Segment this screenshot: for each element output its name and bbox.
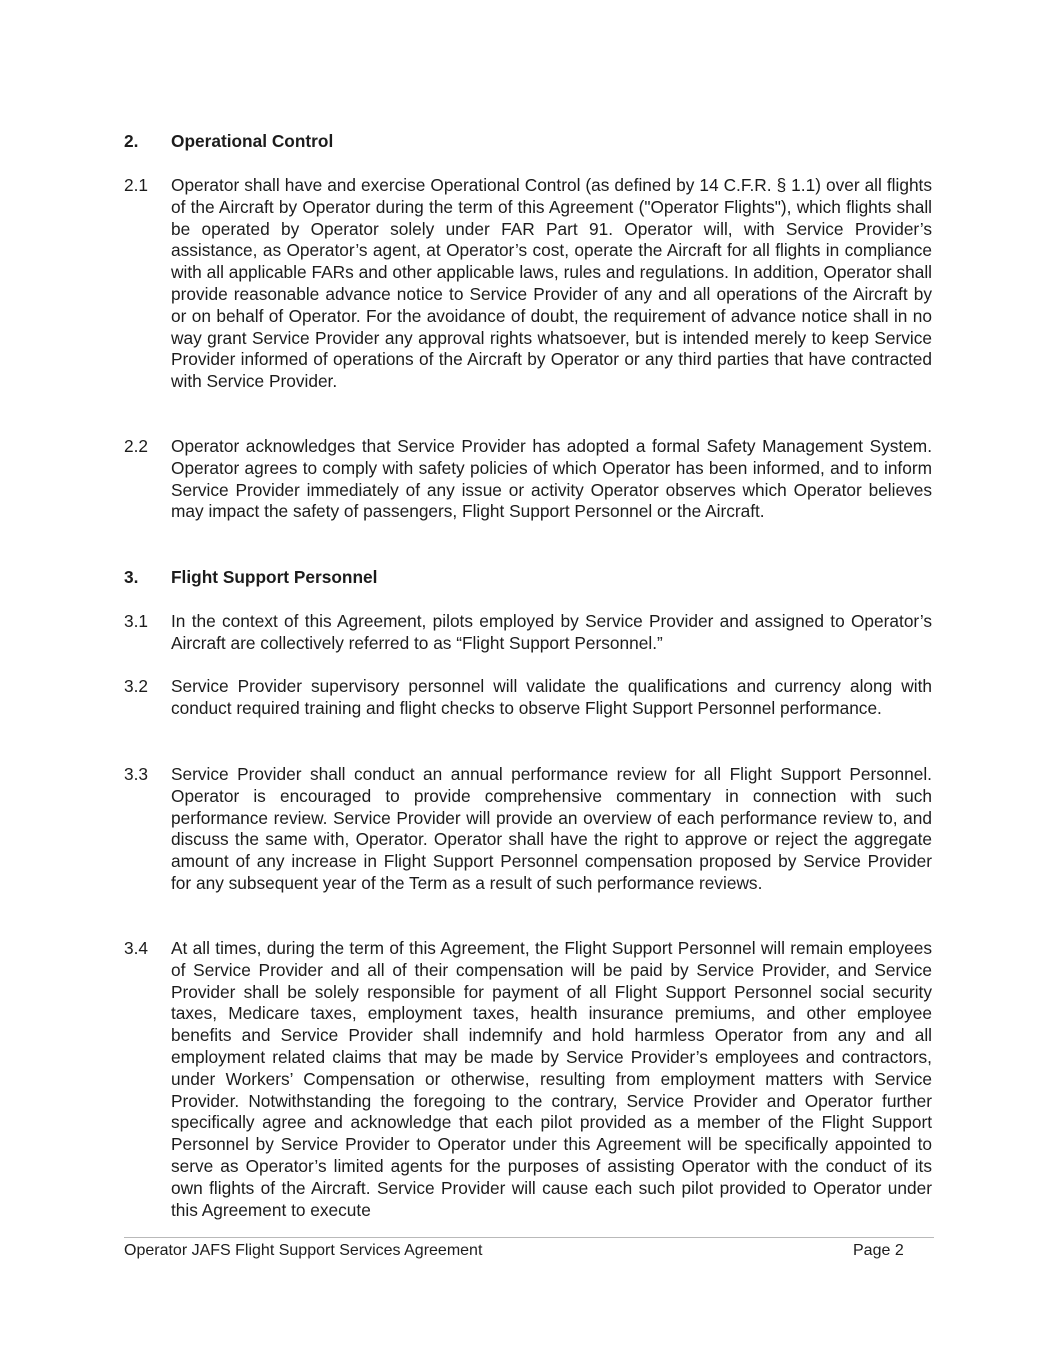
paragraph-text: Service Provider shall conduct an annual performance review for all Flight Support Personnel. Operator is encouraged to provide comprehensive commentary in connection with such performance review. Service Provider will provide an overview of each performance review to, and discuss the same with, Operator. Operator shall have the right to approve or reject the aggregate amount of any increase in Flight Support Personnel compensation proposed by Service Provider for any subsequent year of the Term as a result of such performance reviews. <box>171 764 932 893</box>
paragraph-number: 3.3 <box>124 764 149 784</box>
paragraph-text: At all times, during the term of this Agreement, the Flight Support Personnel will remain employees of Service Provider and all of their compensation will be paid by Service Provider, and Service Provider shall be solely responsible for payment of all Flight Support Personnel social security taxes, Medicare taxes, employment taxes, health insurance premiums, and other employee benefits and Service Provider shall indemnify and hold harmless Operator from any and all employment related claims that may be made by Service Provider’s employees and contractors, under Workers’ Compensation or otherwise, resulting from employment matters with Service Provider. Notwithstanding the foregoing to the contrary, Service Provider and Operator further specifically agree and acknowledge that each pilot provided as a member of the Flight Support Personnel by Service Provider to Operator under this Agreement will be specifically appointed to serve as Operator’s limited agents for the purposes of assisting Operator with the conduct of its own flights of the Aircraft. Service Provider will cause each such pilot provided to Operator under this Agreement to execute <box>171 938 932 1220</box>
section-title: Flight Support Personnel <box>171 567 378 587</box>
paragraph-number: 3.1 <box>124 611 149 631</box>
section-number: 3. <box>124 567 139 587</box>
paragraph-3-2 <box>124 676 932 720</box>
paragraph-number: 2.2 <box>124 436 149 456</box>
section-number: 2. <box>124 131 139 151</box>
paragraph-number: 3.2 <box>124 676 149 696</box>
paragraph-2-1 <box>124 175 932 393</box>
footer-document-title: Operator JAFS Flight Support Services Agreement <box>124 1242 483 1259</box>
footer-page-number: Page 2 <box>853 1242 904 1259</box>
paragraph-number: 3.4 <box>124 938 149 958</box>
paragraph-text: Service Provider supervisory personnel will validate the qualifications and currency along with conduct required training and flight checks to observe Flight Support Personnel performance. <box>171 676 932 718</box>
paragraph-text: In the context of this Agreement, pilots employed by Service Provider and assigned to Operator’s Aircraft are collectively referred to as “Flight Support Personnel.” <box>171 611 932 653</box>
paragraph-text: Operator shall have and exercise Operational Control (as defined by 14 C.F.R. § 1.1) over all flights of the Aircraft by Operator during the term of this Agreement ("Operator Flights"), which flights shall be operated by Operator solely under FAR Part 91. Operator will, with Service Provider’s assistance, as Operator’s agent, at Operator’s cost, operate the Aircraft for all flights in compliance with all applicable FARs and other applicable laws, rules and regulations. In addition, Operator shall provide reasonable advance notice to Service Provider of any and all operations of the Aircraft by or on behalf of Operator. For the avoidance of doubt, the requirement of advance notice shall in no way grant Service Provider any approval rights whatsoever, but is intended merely to keep Service Provider informed of operations of the Aircraft by Operator or any third parties that have contracted with Service Provider. <box>171 175 932 392</box>
paragraph-3-4 <box>124 938 932 1221</box>
footer-divider <box>124 1237 934 1238</box>
paragraph-3-1 <box>124 611 932 655</box>
paragraph-number: 2.1 <box>124 175 149 195</box>
paragraph-3-3 <box>124 764 932 895</box>
paragraph-2-2 <box>124 436 932 523</box>
paragraph-text: Operator acknowledges that Service Provider has adopted a formal Safety Management System. Operator agrees to comply with safety policies of which Operator has been informed, and to inform Service Provider immediately of any issue or activity Operator observes which Operator believes may impact the safety of passengers, Flight Support Personnel or the Aircraft. <box>171 436 932 522</box>
section-title: Operational Control <box>171 131 334 151</box>
